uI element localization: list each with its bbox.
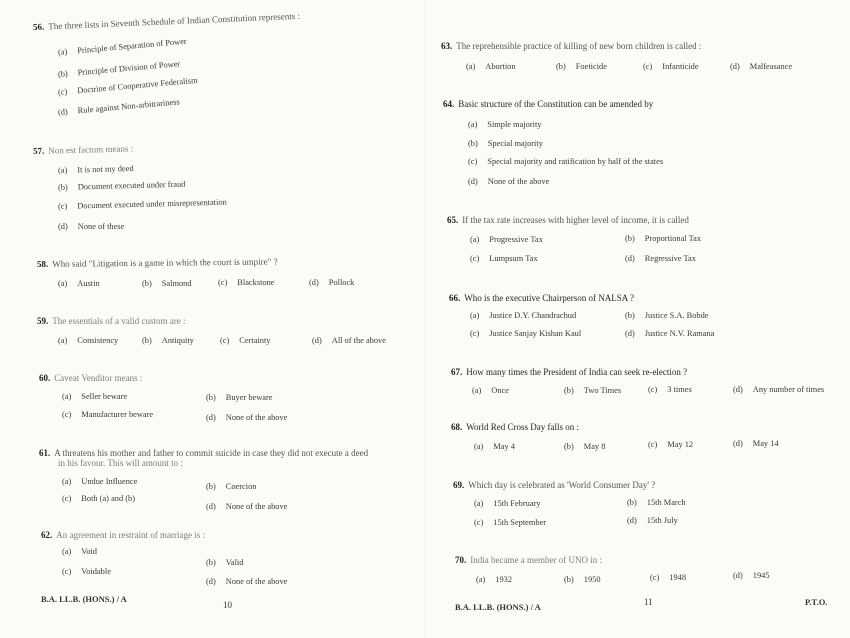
option-70-c	[650, 573, 686, 582]
option-60-c	[62, 410, 153, 419]
text-span: 15th February	[493, 499, 541, 508]
text-span: Document executed under misrepresentation	[77, 197, 227, 211]
text-span: Document executed under fraud	[77, 179, 186, 192]
text-span: 3 times	[667, 385, 692, 394]
text-span: 15th September	[493, 518, 547, 527]
option-label: (b)	[627, 498, 637, 507]
option-68-c	[648, 440, 693, 449]
option-64-b	[468, 139, 543, 148]
option-58-c	[218, 278, 275, 287]
text-span: Buyer beware	[225, 393, 273, 402]
option-label: (b)	[57, 182, 68, 192]
text-line	[58, 97, 180, 117]
option-62-c	[62, 567, 111, 576]
option-69-b	[627, 498, 686, 507]
text-span: Foeticide	[575, 62, 607, 71]
text-span: The reprehensible practice of killing of new born children is called :	[456, 41, 702, 51]
question-number: 58.	[36, 258, 49, 269]
question-text: The three lists in Seventh Schedule of Indian Constitution represents :	[48, 10, 301, 32]
option-label: (d)	[57, 107, 69, 117]
text-span: Voidable	[81, 567, 111, 576]
text-span: Principle of Division of Power	[77, 59, 181, 78]
question-61-continued	[58, 458, 183, 468]
text-span: It is not my deed	[77, 164, 134, 175]
option-label: (d)	[627, 516, 637, 525]
option-label: (b)	[206, 558, 216, 567]
option-label: (a)	[474, 499, 484, 508]
text-span: The essentials of a valid custom are :	[52, 316, 186, 326]
question-57	[32, 143, 134, 156]
option-label: (c)	[474, 518, 484, 527]
text-line	[58, 198, 227, 211]
option-59-c	[220, 336, 270, 345]
text-span: 1948	[669, 573, 687, 582]
text-span: India became a member of UNO in :	[470, 555, 602, 565]
option-60-b	[206, 393, 273, 402]
option-62-d	[206, 577, 287, 586]
question-67	[451, 367, 687, 377]
option-label: (d)	[309, 278, 319, 287]
text-span: Who is the executive Chairperson of NALSA ?	[464, 293, 634, 303]
question-number: 62.	[41, 530, 53, 540]
option-61-c	[62, 494, 135, 503]
text-span: May 4	[493, 442, 515, 451]
text-span: May 14	[752, 439, 779, 448]
option-57-a	[58, 166, 134, 175]
text-span: Which day is celebrated as 'World Consumer Day' ?	[468, 480, 656, 490]
option-label: (d)	[733, 385, 743, 394]
option-59-b	[142, 336, 194, 345]
text-span: Lumpsum Tax	[489, 254, 538, 263]
option-58-d	[309, 278, 354, 287]
option-label: (a)	[58, 279, 68, 288]
text-span: None of these	[77, 222, 125, 231]
option-63-c	[643, 62, 699, 71]
question-69	[453, 480, 655, 490]
text-span: A threatens his mother and father to commit suicide in case they did not execute a deed	[54, 448, 369, 458]
text-span: Justice N.V. Ramana	[644, 329, 715, 338]
question-65	[447, 215, 689, 225]
option-63-b	[556, 62, 607, 71]
option-label: (c)	[470, 329, 480, 338]
option-67-c	[648, 385, 692, 394]
option-65-a	[470, 235, 543, 244]
text-span: Void	[81, 547, 97, 556]
option-67-b	[564, 386, 621, 395]
option-label: (a)	[476, 575, 486, 584]
question-number: 67.	[451, 367, 463, 377]
question-number: 65.	[447, 215, 459, 225]
option-label: (c)	[57, 87, 68, 97]
option-59-a	[58, 336, 118, 345]
text-span: Both (a) and (b)	[81, 494, 136, 503]
text-span: 1950	[583, 575, 601, 584]
option-65-c	[470, 254, 538, 263]
option-label: (c)	[643, 62, 653, 71]
option-60-a	[62, 392, 127, 401]
text-line	[33, 11, 300, 32]
option-label: (d)	[625, 329, 635, 338]
text-span: Salmond	[161, 279, 192, 288]
option-68-a	[474, 442, 515, 451]
text-span: Blackstone	[237, 278, 275, 287]
option-61-b	[206, 482, 256, 491]
text-span: 1945	[752, 571, 770, 580]
option-68-b	[564, 442, 605, 451]
text-span: 15th March	[646, 498, 686, 507]
option-label: (a)	[470, 311, 480, 320]
option-label: (d)	[58, 222, 68, 231]
text-span: Seller beware	[81, 392, 128, 401]
option-57-d	[58, 222, 124, 231]
text-span: If the tax rate increases with higher level of income, it is called	[462, 215, 689, 225]
option-label: (c)	[650, 573, 660, 582]
option-label: (b)	[564, 575, 574, 584]
option-label: (c)	[220, 336, 230, 345]
question-number: 70.	[455, 555, 467, 565]
option-56-b	[57, 59, 181, 79]
option-64-d	[468, 177, 549, 186]
option-67-a	[472, 386, 509, 395]
text-span: How many times the President of India can seek re-election ?	[466, 367, 688, 377]
question-number: 66.	[449, 293, 461, 303]
option-66-d	[625, 329, 714, 338]
question-number: 64.	[443, 99, 455, 109]
page-number-left: 10	[223, 600, 232, 610]
option-label: (b)	[625, 311, 635, 320]
text-span: May 12	[667, 440, 694, 449]
option-label: (a)	[58, 336, 68, 345]
option-58-b	[142, 279, 192, 288]
text-span: Special majority and ratification by half of the states	[487, 157, 664, 166]
text-span: None of the above	[225, 413, 288, 422]
text-span: Austin	[77, 279, 100, 288]
text-span: Simple majority	[487, 120, 542, 129]
option-62-a	[62, 547, 97, 556]
option-70-b	[564, 575, 601, 584]
option-66-a	[470, 311, 576, 320]
option-63-d	[730, 62, 792, 71]
option-67-d	[733, 385, 824, 394]
pto-marker: P.T.O.	[805, 597, 828, 607]
question-number: 56.	[32, 21, 45, 32]
option-label: (c)	[62, 567, 72, 576]
option-label: (b)	[564, 386, 574, 395]
option-label: (d)	[206, 502, 216, 511]
option-69-c	[474, 518, 546, 527]
option-61-a	[62, 477, 137, 486]
text-span: Malfeasance	[749, 62, 793, 71]
option-62-b	[206, 558, 243, 567]
option-64-a	[468, 120, 542, 129]
option-label: (a)	[57, 47, 68, 57]
question-number: 68.	[451, 422, 463, 432]
option-69-d	[627, 516, 678, 525]
option-56-c	[57, 75, 198, 97]
option-66-c	[470, 329, 581, 338]
text-span: Doctrine of Cooperative Federalism	[76, 75, 198, 96]
option-56-d	[57, 97, 181, 117]
page-number-right: 11	[644, 597, 653, 607]
option-label: (d)	[625, 254, 635, 263]
text-span: Consistency	[77, 336, 119, 345]
question-number: 57.	[32, 145, 45, 156]
option-label: (a)	[466, 62, 476, 71]
option-65-d	[625, 254, 696, 263]
text-span: Any number of times	[752, 385, 825, 394]
option-label: (a)	[62, 547, 72, 556]
option-label: (b)	[57, 69, 69, 79]
option-label: (b)	[625, 234, 635, 243]
text-span: in his favour. This will amount to :	[58, 458, 183, 468]
text-span: Justice S.A. Bobde	[644, 311, 709, 320]
text-span: Pollock	[328, 278, 355, 287]
question-70	[455, 555, 602, 565]
question-60	[39, 373, 142, 383]
text-span: Two Times	[583, 386, 622, 395]
question-number: 60.	[39, 373, 51, 383]
text-span: World Red Cross Day falls on :	[466, 422, 580, 432]
text-span: Once	[491, 386, 509, 395]
option-label: (a)	[470, 235, 480, 244]
text-span: Antiquity	[161, 336, 194, 345]
question-64	[443, 99, 653, 109]
option-label: (c)	[218, 278, 228, 287]
text-span: Proportional Tax	[644, 234, 702, 243]
option-63-a	[466, 62, 516, 71]
text-span: Basic structure of the Constitution can be amended by	[458, 99, 654, 109]
option-56-a	[57, 36, 187, 57]
question-58	[36, 256, 278, 269]
option-label: (b)	[468, 139, 478, 148]
text-span: Justice D.Y. Chandrachud	[489, 311, 577, 320]
question-66	[449, 293, 634, 303]
question-62	[41, 530, 205, 540]
option-label: (b)	[206, 393, 216, 402]
option-label: (a)	[62, 392, 72, 401]
text-span: 1932	[495, 575, 513, 584]
option-68-d	[733, 439, 779, 448]
option-label: (d)	[468, 177, 478, 186]
option-label: (a)	[62, 477, 72, 486]
text-span: Manufacturer beware	[81, 410, 154, 419]
text-span: None of the above	[225, 502, 288, 511]
option-label: (c)	[648, 385, 658, 394]
text-span: Valid	[225, 558, 244, 567]
text-span: Who said "Litigation is a game in which the court is umpire" ?	[52, 256, 278, 269]
option-59-d	[312, 336, 386, 345]
question-number: 61.	[39, 448, 51, 458]
option-label: (a)	[472, 386, 482, 395]
text-line	[58, 164, 134, 175]
text-line	[33, 143, 133, 156]
option-label: (c)	[62, 494, 72, 503]
question-number: 63.	[441, 41, 453, 51]
text-span: Justice Sanjay Kishan Kaul	[489, 329, 582, 338]
option-label: (b)	[564, 442, 574, 451]
text-span: 15th July	[646, 516, 678, 525]
option-label: (d)	[312, 336, 322, 345]
text-line	[58, 37, 187, 57]
question-59	[37, 316, 185, 326]
option-label: (a)	[57, 165, 68, 175]
option-label: (d)	[733, 571, 743, 580]
option-label: (a)	[474, 442, 484, 451]
option-label: (c)	[62, 410, 72, 419]
option-label: (c)	[57, 201, 68, 211]
text-span: All of the above	[331, 336, 386, 345]
question-number: 69.	[453, 480, 465, 490]
option-70-a	[476, 575, 512, 584]
text-span: Caveat Venditor means :	[54, 373, 143, 383]
text-span: Regressive Tax	[644, 254, 696, 263]
option-60-d	[206, 413, 287, 422]
option-label: (d)	[206, 577, 216, 586]
option-label: (b)	[142, 336, 152, 345]
text-span: Special majority	[487, 139, 543, 148]
option-69-a	[474, 499, 541, 508]
option-65-b	[625, 234, 701, 243]
option-64-c	[468, 157, 663, 166]
text-line	[37, 256, 278, 269]
text-span: Abortion	[485, 62, 516, 71]
option-57-b	[57, 179, 186, 192]
option-label: (c)	[648, 440, 658, 449]
option-70-d	[733, 571, 770, 580]
page-gutter	[425, 0, 426, 638]
text-span: None of the above	[487, 177, 550, 186]
option-label: (d)	[730, 62, 740, 71]
option-61-d	[206, 502, 287, 511]
text-line	[58, 180, 186, 192]
text-span: Rule against Non-arbitrariness	[77, 97, 181, 116]
question-63	[441, 41, 701, 51]
text-span: Progressive Tax	[489, 235, 543, 244]
question-68	[451, 422, 579, 432]
option-label: (b)	[206, 482, 216, 491]
text-span: Principle of Separation of Power	[76, 36, 187, 56]
text-line	[58, 59, 181, 79]
option-label: (d)	[733, 439, 743, 448]
option-label: (d)	[206, 413, 216, 422]
option-label: (c)	[468, 157, 478, 166]
text-span: Infanticide	[662, 62, 699, 71]
footer-right-code: B.A. LL.B. (HONS.) / A	[455, 602, 541, 612]
option-66-b	[625, 311, 709, 320]
option-label: (a)	[468, 120, 478, 129]
option-label: (c)	[470, 254, 480, 263]
question-56	[32, 10, 301, 32]
option-57-c	[57, 197, 227, 211]
option-label: (b)	[142, 279, 152, 288]
text-span: An agreement in restraint of marriage is :	[56, 530, 205, 540]
text-span: Non est factum means :	[48, 143, 134, 156]
option-58-a	[58, 279, 100, 288]
text-span: May 8	[583, 442, 606, 451]
text-span: Coercion	[225, 482, 257, 491]
question-61	[39, 448, 368, 458]
text-span: None of the above	[225, 577, 288, 586]
text-span: Certainty	[239, 336, 271, 345]
question-number: 59.	[37, 316, 49, 326]
text-span: Undue Influence	[81, 477, 138, 486]
footer-left-code: B.A. LL.B. (HONS.) / A	[41, 594, 127, 604]
option-label: (b)	[556, 62, 566, 71]
